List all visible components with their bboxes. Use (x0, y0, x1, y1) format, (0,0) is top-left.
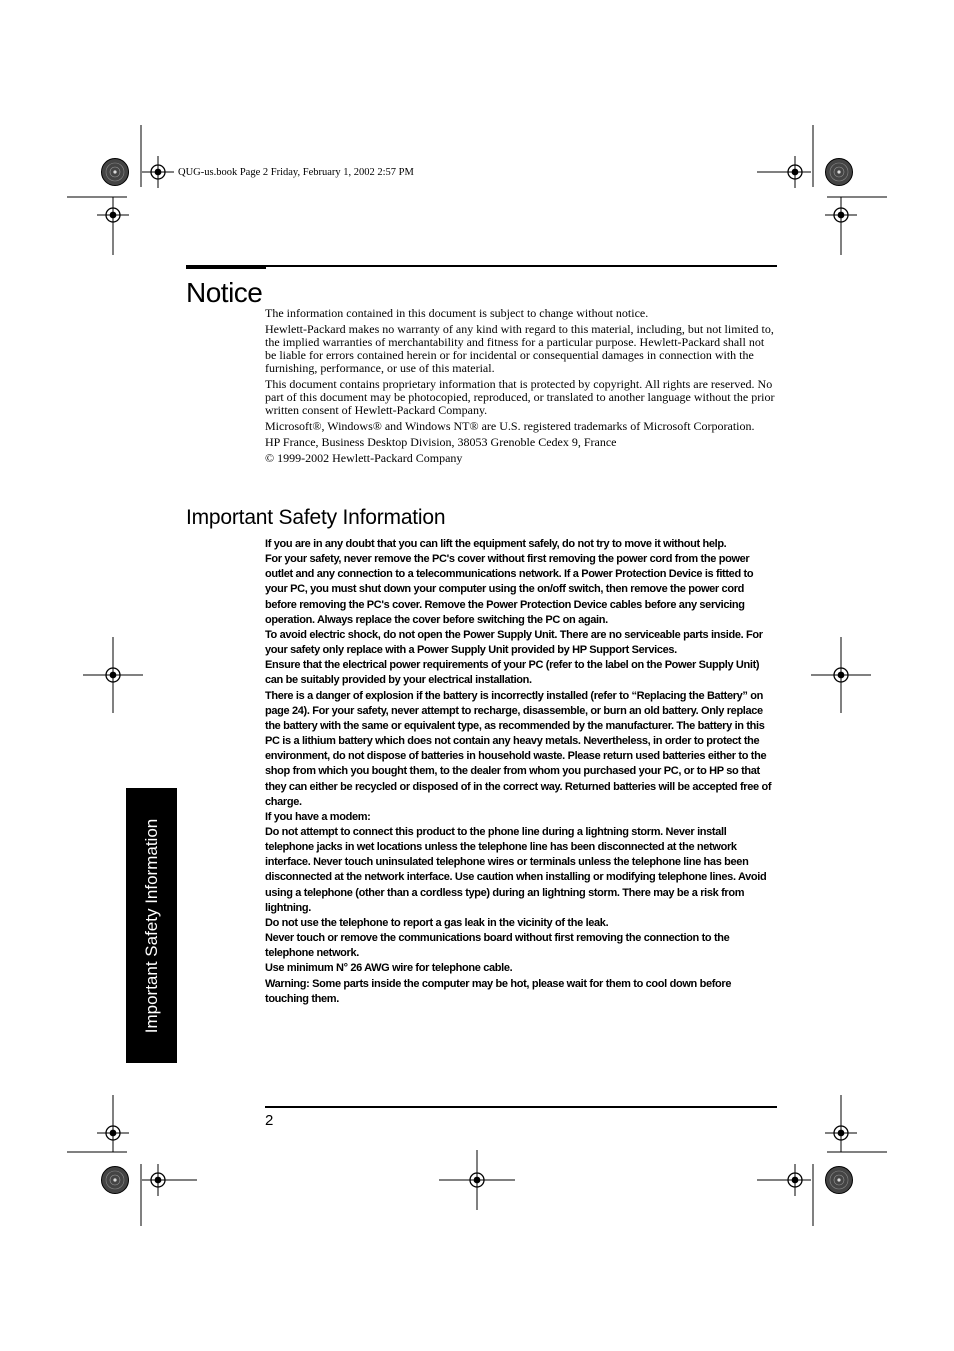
side-tab-label: Important Safety Information (141, 818, 161, 1033)
safety-paragraph: Do not attempt to connect this product to the phone line during a lightning storm. Never install telephone jacks in wet locations unless the telephone line has been disconnected at the network interface. Never touch uninsulated telephone wires or terminals unless the telephone line has been disconnected at the network interface. Use caution when installing or modifying telephone lines. Avoid using a telephone (other than a cordless type) during an lightning storm. There may be a risk from lightning. (265, 825, 767, 914)
safety-paragraph: Do not use the telephone to report a gas leak in the vicinity of the leak. (265, 916, 609, 929)
safety-paragraph: There is a danger of explosion if the battery is incorrectly installed (refer to “Replacing the Battery” on page 24). For your safety, never attempt to recharge, disassemble, or burn an old battery. Only replace the battery with the same or equivalent type, as recommended by the manufacturer. The battery in this PC is a lithium battery which does not contain any heavy metals. Nevertheless, in order to protect the environment, do not dispose of batteries in household waste. Please return used batteries either to the shop from which you bought them, to the dealer from whom you purchased your PC, or to HP so that they can either be recycled or disposed of in the correct way. Returned batteries will be accepted free of charge. (265, 689, 772, 808)
safety-paragraph: If you are in any doubt that you can lift the equipment safely, do not try to move it without help. (265, 538, 727, 550)
safety-paragraph: Ensure that the electrical power requirements of your PC (refer to the label on the Power Supply Unit) can be suitably provided by your electrical installation. (265, 659, 760, 687)
notice-heading: Notice (186, 277, 263, 308)
section-side-tab (126, 788, 177, 1063)
notice-paragraph: The information contained in this document is subject to change without notice. (265, 306, 649, 320)
notice-paragraph: Hewlett-Packard makes no warranty of any kind with regard to this material, including, but not limited to, the implied warranties of merchantability and fitness for a particular purpose. Hewlett-Packard shall not be liable for errors contained herein or for incidental or consequential damages in connection with the furnishing, performance, or use of this material. (265, 322, 774, 375)
notice-paragraph: Microsoft®, Windows® and Windows NT® are U.S. registered trademarks of Microsoft Corporation. (265, 419, 755, 433)
footer-rule (265, 1106, 777, 1108)
notice-paragraph: This document contains proprietary information that is protected by copyright. All rights are reserved. No part of this document may be photocopied, reproduced, or translated to another language without the prior written consent of Hewlett-Packard Company. (265, 377, 775, 417)
safety-paragraph: If you have a modem: (265, 810, 371, 823)
top-rule-accent (186, 265, 266, 269)
safety-heading: Important Safety Information (186, 506, 446, 529)
safety-paragraph: Use minimum N° 26 AWG wire for telephone cable. (265, 962, 513, 975)
print-header: QUG-us.book Page 2 Friday, February 1, 2002 2:57 PM (178, 167, 414, 178)
safety-paragraph: Never touch or remove the communications board without first removing the connection to the telephone network. (265, 932, 730, 960)
page-number: 2 (265, 1112, 274, 1129)
safety-paragraph: To avoid electric shock, do not open the Power Supply Unit. There are no serviceable parts inside. For your safety only replace with a Power Supply Unit provided by HP Support Services. (265, 628, 763, 657)
safety-body (265, 537, 777, 1007)
top-rule (186, 265, 777, 267)
notice-body (265, 307, 777, 468)
safety-paragraph: Warning: Some parts inside the computer may be hot, please wait for them to cool down before touching them. (265, 977, 732, 1005)
safety-paragraph: For your safety, never remove the PC's cover without first removing the power cord from the power outlet and any connection to a telecommunications network. If a Power Protection Device is fitted to your PC, you must shut down your computer using the on/off switch, then remove the power cord before removing the PC's cover. Remove the Power Protection Device cables before any servicing operation. Always replace the cover before switching the PC on again. (265, 553, 754, 626)
notice-paragraph: HP France, Business Desktop Division, 38053 Grenoble Cedex 9, France (265, 435, 617, 449)
copyright-line: © 1999-2002 Hewlett-Packard Company (265, 451, 463, 465)
